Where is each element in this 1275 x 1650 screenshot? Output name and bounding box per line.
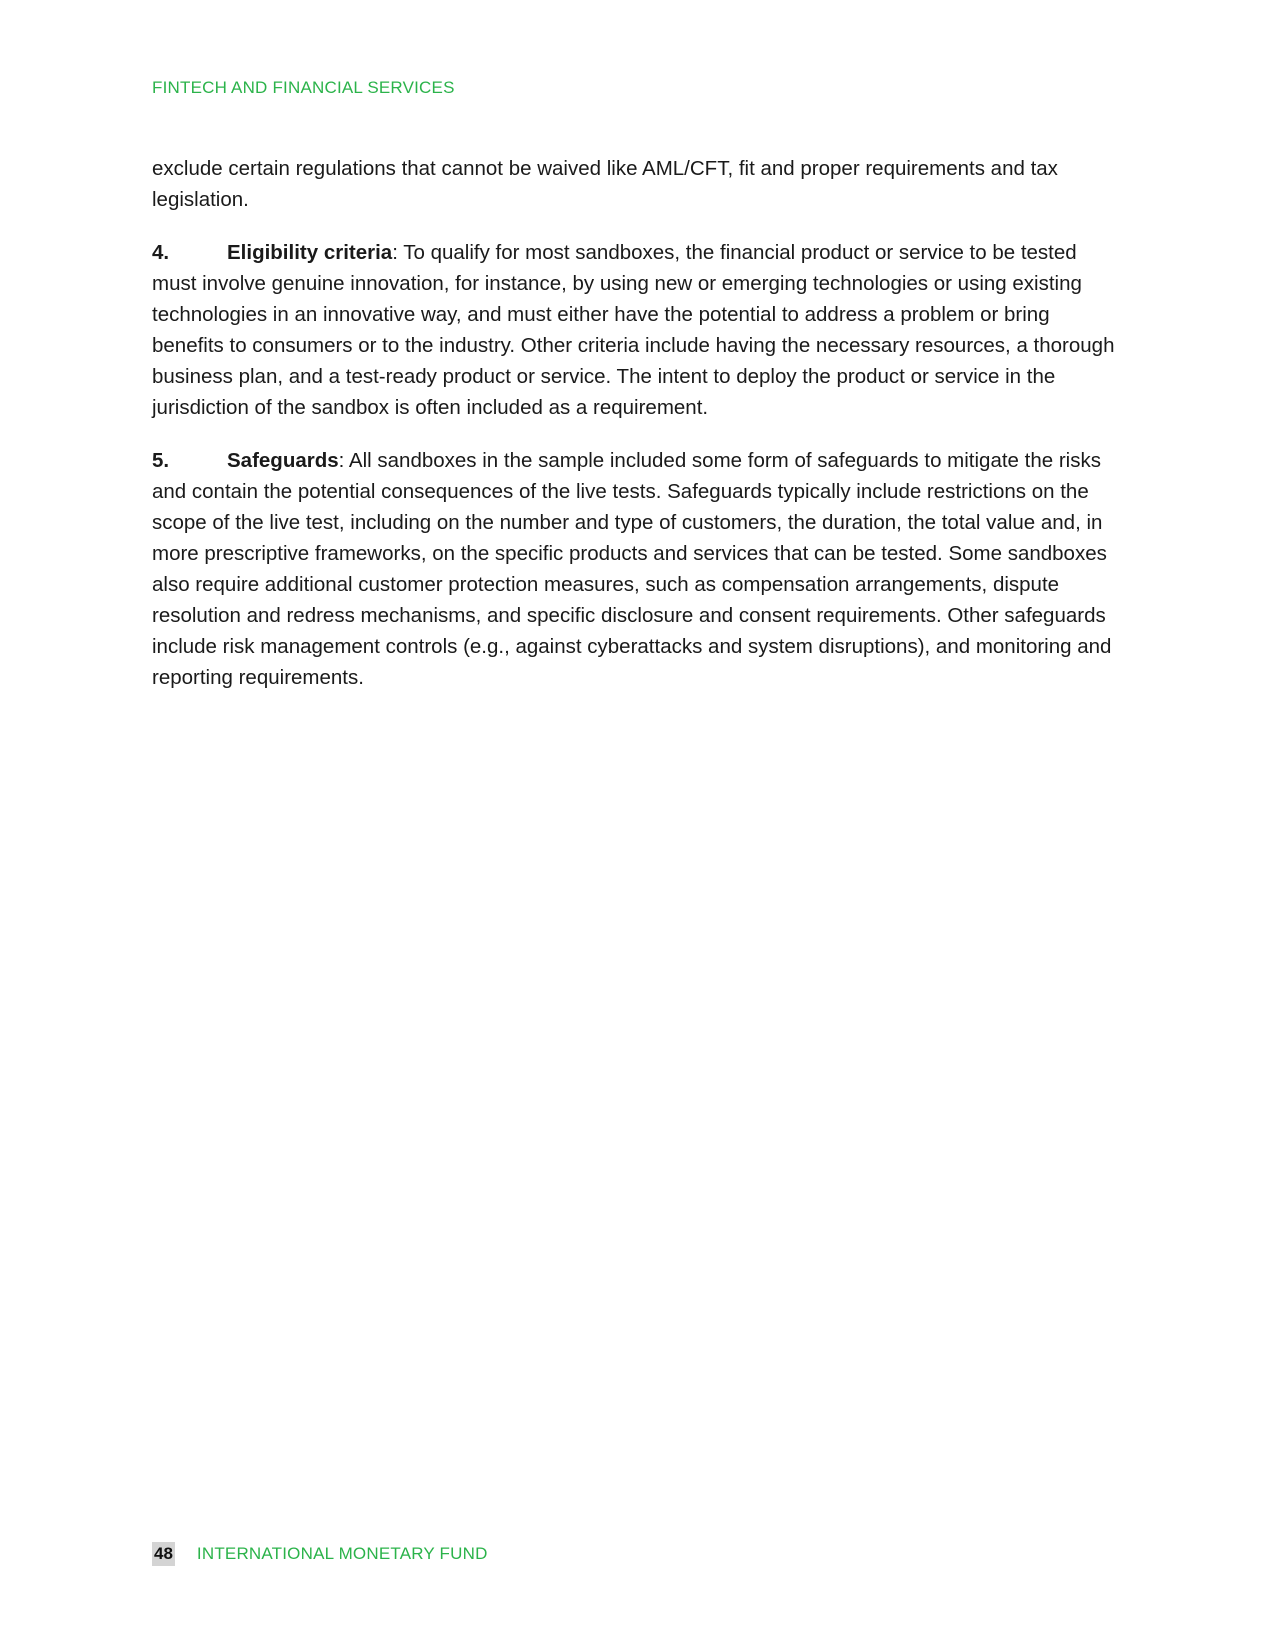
paragraph-eligibility-criteria bbox=[152, 237, 1124, 423]
paragraph-title: Safeguards bbox=[227, 449, 339, 472]
continuation-paragraph: exclude certain regulations that cannot be waived like AML/CFT, fit and proper requirements and tax legislation. bbox=[152, 157, 1058, 211]
page-number: 48 bbox=[152, 1542, 175, 1566]
paragraph-text: : To qualify for most sandboxes, the financial product or service to be tested must involve genuine innovation, for instance, by using new or emerging technologies or using existing technologies in an innovative way, and must either have the potential to address a problem or bring benefits to consumers or to the industry. Other criteria include having the necessary resources, a thorough business plan, and a test-ready product or service. The intent to deploy the product or service in the jurisdiction of the sandbox is often included as a requirement. bbox=[152, 241, 1115, 419]
page-footer bbox=[152, 1541, 488, 1567]
footer-organization: INTERNATIONAL MONETARY FUND bbox=[196, 1544, 488, 1563]
running-header: FINTECH AND FINANCIAL SERVICES bbox=[152, 78, 455, 97]
paragraph-title: Eligibility criteria bbox=[227, 241, 393, 264]
paragraph-number: 4. bbox=[152, 241, 170, 264]
document-body bbox=[152, 153, 1124, 715]
paragraph-number: 5. bbox=[152, 449, 170, 472]
paragraph-safeguards bbox=[152, 445, 1124, 693]
paragraph-text: : All sandboxes in the sample included some form of safeguards to mitigate the risks and contain the potential consequences of the live tests. Safeguards typically include restrictions on the scope of the live test, including on the number and type of customers, the duration, the total value and, in more prescriptive frameworks, on the specific products and services that can be tested. Some sandboxes also require additional customer protection measures, such as compensation arrangements, dispute resolution and redress mechanisms, and specific disclosure and consent requirements. Other safeguards include risk management controls (e.g., against cyberattacks and system disruptions), and monitoring and reporting requirements. bbox=[152, 449, 1112, 689]
